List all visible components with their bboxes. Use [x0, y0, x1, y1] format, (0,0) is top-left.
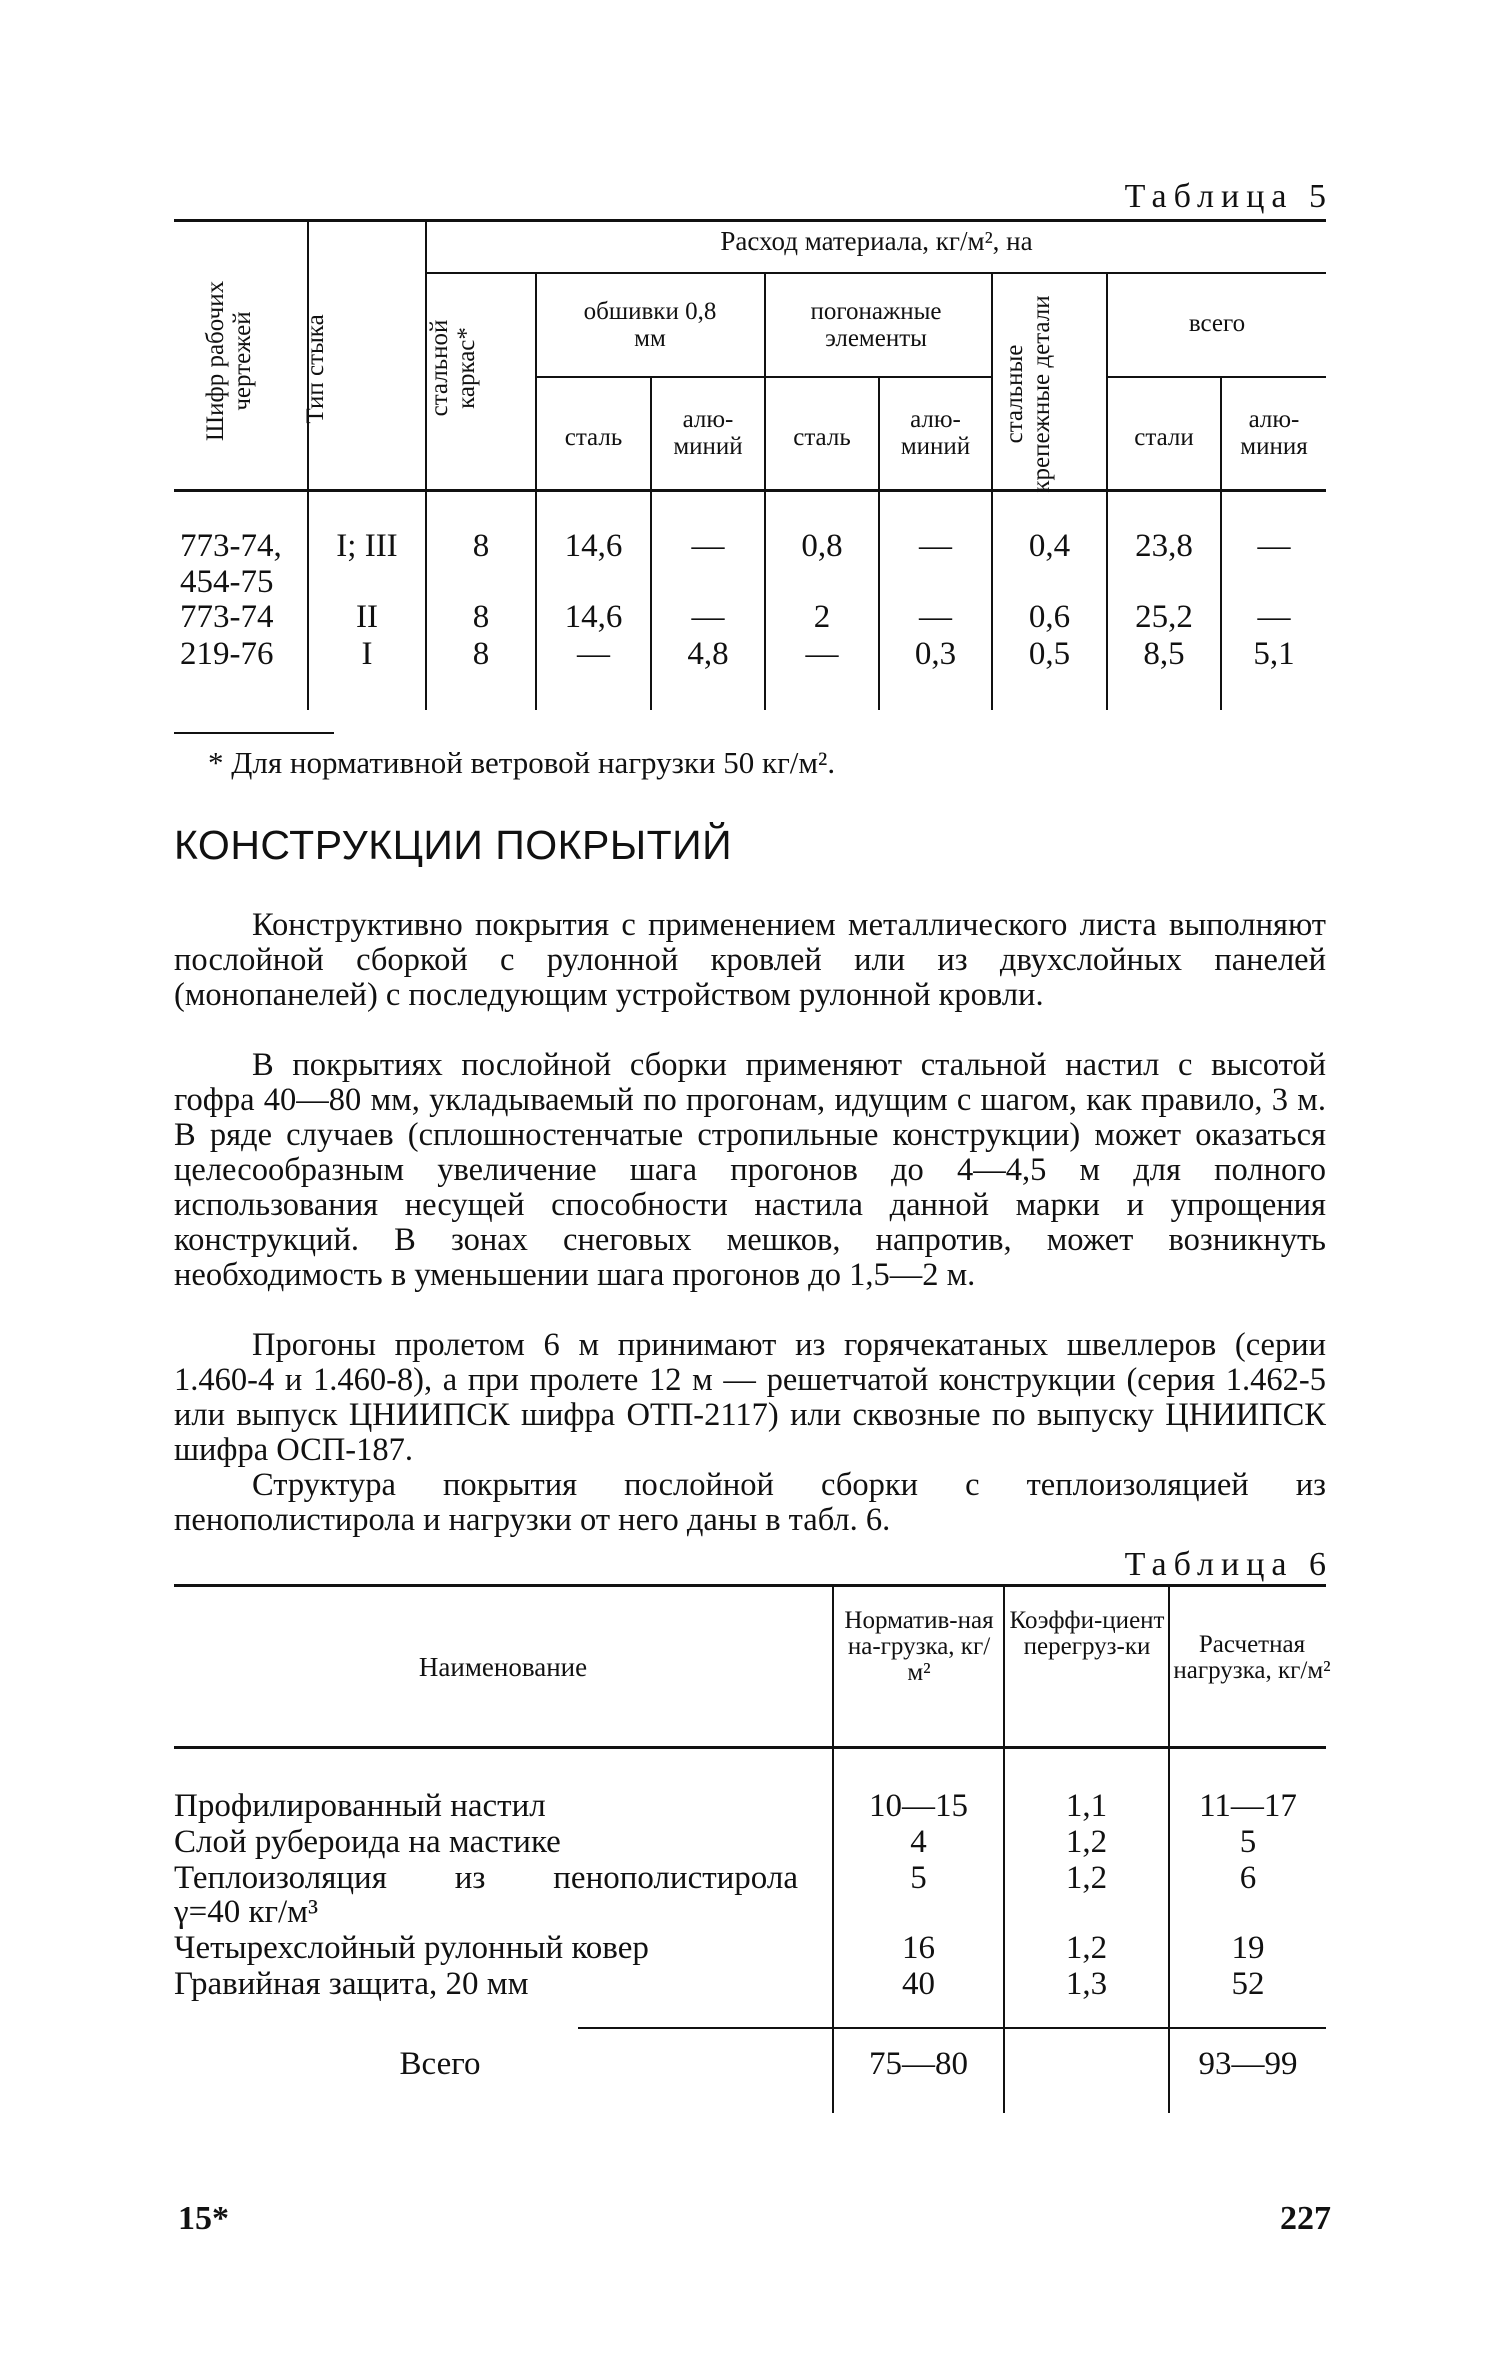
table5-caption: Таблица 5	[1124, 178, 1333, 215]
cell-sh-al: 4,8	[687, 636, 729, 672]
header-linear-steel: сталь	[793, 424, 851, 451]
cell-fasteners: 0,4	[1028, 528, 1071, 564]
cell-joint: I	[361, 636, 373, 672]
header-sheathing-steel: сталь	[564, 424, 623, 451]
page-number: 227	[1280, 2200, 1331, 2237]
cell-code: 773-74, 454-75	[180, 528, 282, 600]
cell-design: 52	[1231, 1966, 1265, 2002]
cell-coef: 1,2	[1065, 1930, 1108, 1966]
cell-code: 773-74	[180, 599, 274, 635]
section-heading: КОНСТРУКЦИИ ПОКРЫТИЙ	[174, 822, 733, 868]
cell-total-steel: 23,8	[1135, 528, 1193, 564]
header-code: Шифр рабочих чертежей	[202, 280, 256, 442]
cell-ln-al: 0,3	[914, 636, 957, 672]
cell-fasteners: 0,6	[1028, 599, 1071, 635]
cell-code: 219-76	[180, 636, 274, 672]
cell-name: Теплоизоляция из пенополистирола	[174, 1860, 798, 1896]
cell-fasteners: 0,5	[1028, 636, 1071, 672]
table6-top-rule	[174, 1584, 1326, 1587]
paragraph: Прогоны пролетом 6 м принимают из горячекатаных швеллеров (серии 1.460-4 и 1.460-8), а при пролете 12 м — решетчатой конструкции (серия 1.462-5 или выпуск ЦНИИПСК шифра ОТП-2117) или сквозные по выпуску ЦНИИПСК шифра ОСП-187.	[174, 1327, 1326, 1468]
paragraph: В покрытиях послойной сборки применяют стальной настил с высотой гофра 40—80 мм, укладываемый по прогонам, идущим с шагом, как правило, 3 м. В ряде случаев (сплошностенчатые стропильные конструкции) может оказаться целесообразным увеличение шага прогонов до 4—4,5 м для полного использования несущей способности настила данной марки и упрощения конструкций. В зонах снеговых мешков, напротив, может возникнуть необходимость в уменьшении шага прогонов до 1,5—2 м.	[174, 1047, 1326, 1293]
cell-total-al: —	[1257, 599, 1291, 635]
table5-footnote: * Для нормативной ветровой нагрузки 50 кг/м².	[208, 745, 836, 780]
cell-design: 11—17	[1199, 1788, 1297, 1824]
cell-name: Четырехслойный рулонный ковер	[174, 1930, 649, 1966]
header-total-steel: стали	[1134, 424, 1194, 451]
header-total-aluminum: алю-миния	[1240, 406, 1308, 460]
paragraph: Конструктивно покрытия с применением металлического листа выполняют послойной сборкой с рулонной кровлей или из двухслойных панелей (монопанелей) с последующим устройством рулонной кровли.	[174, 907, 1326, 1013]
table5-top-rule	[174, 219, 1326, 222]
table6-caption: Таблица 6	[1124, 1546, 1333, 1583]
cell-coef: 1,3	[1065, 1966, 1108, 2002]
cell-ln-steel: 0,8	[801, 528, 843, 564]
cell-total-design: 93—99	[1198, 2046, 1298, 2082]
paragraph: Структура покрытия послойной сборки с теплоизоляцией из пенополистирола и нагрузки от него даны в табл. 6.	[174, 1467, 1326, 1538]
cell-name-line2: γ=40 кг/м³	[174, 1894, 318, 1930]
cell-total-steel: 8,5	[1143, 636, 1185, 672]
header-frame: стальной каркас*	[426, 319, 480, 417]
header-consumption: Расход материала, кг/м², на	[720, 226, 1033, 256]
printer-signature: 15*	[178, 2200, 229, 2237]
cell-normative: 40	[902, 1966, 935, 2002]
cell-total-name: Всего	[399, 2046, 481, 2082]
cell-total-al: —	[1257, 528, 1291, 564]
table5-header-rule	[174, 489, 1326, 492]
header-sheathing-aluminum: алю-миний	[673, 406, 743, 460]
header-joint: Тип стыка	[302, 314, 329, 424]
cell-total-al: 5,1	[1253, 636, 1295, 672]
table6-header-rule	[174, 1746, 1326, 1749]
cell-name: Профилированный настил	[174, 1788, 546, 1824]
footnote-rule	[174, 732, 334, 734]
cell-sh-steel: 14,6	[564, 599, 623, 635]
table5-rule	[427, 272, 1326, 274]
table5-rule	[1108, 376, 1326, 378]
cell-name: Гравийная защита, 20 мм	[174, 1966, 529, 2002]
header-coef: Коэффи-циент перегруз-ки	[1009, 1607, 1165, 1660]
header-total: всего	[1188, 310, 1246, 337]
header-normative: Норматив-ная на-грузка, кг/м²	[844, 1607, 994, 1686]
cell-ln-steel: —	[805, 636, 839, 672]
header-design: Расчетная нагрузка, кг/м²	[1173, 1631, 1331, 1684]
cell-ln-steel: 2	[813, 599, 831, 635]
cell-normative: 10—15	[869, 1788, 968, 1824]
table6-total-rule	[578, 2027, 1326, 2029]
header-linear-aluminum: алю-миний	[900, 406, 971, 460]
cell-design: 19	[1231, 1930, 1265, 1966]
cell-joint: I; III	[336, 528, 398, 564]
cell-sh-steel: —	[577, 636, 610, 672]
header-fasteners: стальные крепежные детали	[1001, 295, 1055, 493]
cell-name: Слой рубероида на мастике	[174, 1824, 561, 1860]
cell-design: 5	[1239, 1824, 1257, 1860]
header-sheathing: обшивки 0,8 мм	[583, 298, 717, 352]
cell-sh-al: —	[691, 528, 725, 564]
cell-normative: 5	[910, 1860, 927, 1896]
header-name: Наименование	[418, 1652, 588, 1682]
cell-frame: 8	[472, 528, 490, 564]
cell-ln-al: —	[919, 599, 952, 635]
cell-normative: 16	[902, 1930, 935, 1966]
cell-joint: II	[356, 599, 378, 635]
cell-coef: 1,2	[1065, 1824, 1108, 1860]
cell-sh-steel: 14,6	[564, 528, 623, 564]
cell-frame: 8	[472, 636, 490, 672]
cell-design: 6	[1239, 1860, 1257, 1896]
cell-coef: 1,1	[1065, 1788, 1108, 1824]
cell-ln-al: —	[919, 528, 952, 564]
cell-coef: 1,2	[1065, 1860, 1108, 1896]
cell-frame: 8	[472, 599, 490, 635]
cell-total-steel: 25,2	[1135, 599, 1193, 635]
cell-total-normative: 75—80	[869, 2046, 968, 2082]
header-linear: погонажные элементы	[810, 298, 942, 352]
cell-normative: 4	[910, 1824, 927, 1860]
cell-sh-al: —	[691, 599, 725, 635]
